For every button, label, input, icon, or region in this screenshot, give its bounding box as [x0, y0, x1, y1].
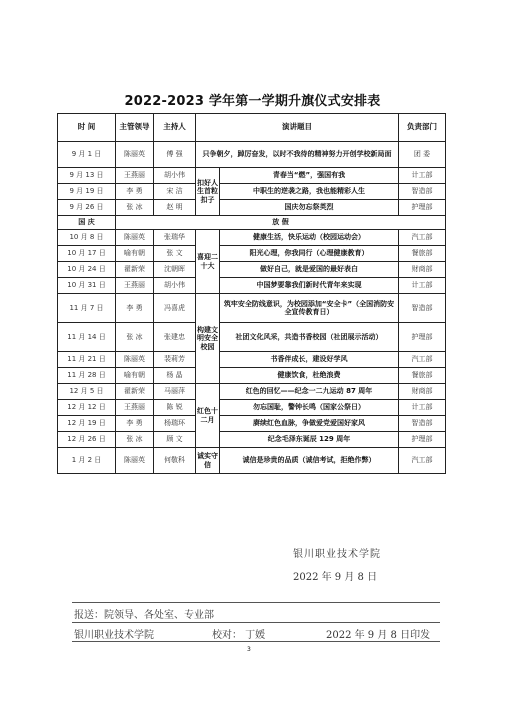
- date-cell: 9 月 19 日: [58, 184, 116, 200]
- table-row: [58, 448, 446, 474]
- topic-cell: 做好自己，就是爱国的最好表白: [220, 262, 399, 278]
- topic-cell: 筑牢安全防线意识，为校园添加“安全卡”（全国消防安全宣传教育日）: [220, 294, 399, 323]
- footer-rule-middle: [72, 622, 440, 623]
- host-cell: 冯喜虎: [154, 294, 196, 323]
- host-cell: 张 文: [154, 246, 196, 262]
- dept-cell: 计工部: [399, 400, 446, 416]
- page-number: 3: [247, 646, 251, 653]
- dept-cell: 智造部: [399, 416, 446, 432]
- topic-cell: 健康生活，快乐运动（校园运动会）: [220, 230, 399, 246]
- supervisor-cell: 张 冰: [116, 432, 154, 448]
- host-cell: 陈 锐: [154, 400, 196, 416]
- dept-cell: 财商部: [399, 384, 446, 400]
- table-row: [58, 384, 446, 400]
- supervisor-cell: 李 勇: [116, 416, 154, 432]
- date-cell: 11 月 7 日: [58, 294, 116, 323]
- dept-cell: 财商部: [399, 262, 446, 278]
- host-cell: 赵 明: [154, 200, 196, 216]
- date-cell: 9 月 13 日: [58, 168, 116, 184]
- table-row: [58, 416, 446, 432]
- table-row: [58, 230, 446, 246]
- date-cell: 11 月 14 日: [58, 323, 116, 352]
- host-cell: 杨瑞环: [154, 416, 196, 432]
- host-cell: 沈朝晖: [154, 262, 196, 278]
- supervisor-cell: 翟新荣: [116, 262, 154, 278]
- table-row: [58, 168, 446, 184]
- date-cell: 12 月 19 日: [58, 416, 116, 432]
- supervisor-cell: 张 冰: [116, 200, 154, 216]
- dept-cell: 计工部: [399, 278, 446, 294]
- footer-print-date: 2022 年 9 月 8 日印发: [326, 630, 431, 641]
- signature-school: 银川职业技术学院: [293, 549, 381, 560]
- header-topic: 演讲题目: [196, 114, 399, 142]
- date-cell: 10 月 24 日: [58, 262, 116, 278]
- footer-rule-bottom: [72, 641, 440, 642]
- dept-cell: 汽工部: [399, 352, 446, 368]
- dept-cell: 餐旅部: [399, 246, 446, 262]
- table-row: [58, 432, 446, 448]
- table-row: [58, 262, 446, 278]
- topic-cell: 社团文化风采，共造书香校园（社团展示活动）: [220, 323, 399, 352]
- theme-group-cell: 构建文明安全校园: [196, 294, 220, 384]
- host-cell: 杨 晶: [154, 368, 196, 384]
- topic-cell: 青春当“燃”，强国有我: [220, 168, 399, 184]
- topic-cell: 阳光心理，你我同行（心理健康教育）: [220, 246, 399, 262]
- theme-group-cell: 扣好人生首粒扣子: [196, 168, 220, 216]
- dept-cell: 餐旅部: [399, 368, 446, 384]
- table-row: [58, 400, 446, 416]
- theme-group-cell: 红色十二月: [196, 384, 220, 448]
- table-row: [58, 368, 446, 384]
- host-cell: 傅 强: [154, 142, 196, 168]
- table-row: [58, 142, 446, 168]
- dept-cell: 团 委: [399, 142, 446, 168]
- host-cell: 张建忠: [154, 323, 196, 352]
- host-cell: 胡小伟: [154, 278, 196, 294]
- header-supervisor: 主管领导: [116, 114, 154, 142]
- topic-cell: 赓续红色血脉，争做爱党爱国好家风: [220, 416, 399, 432]
- dept-cell: 汽工部: [399, 448, 446, 474]
- supervisor-cell: 陈丽英: [116, 142, 154, 168]
- holiday-text: 放 假: [116, 216, 446, 230]
- holiday-row: [58, 216, 446, 230]
- table-row: [58, 278, 446, 294]
- host-cell: 宋 洁: [154, 184, 196, 200]
- supervisor-cell: 陈丽英: [116, 448, 154, 474]
- supervisor-cell: 喻有朝: [116, 246, 154, 262]
- theme-group-cell: 诚实守信: [196, 448, 220, 474]
- table-row: [58, 323, 446, 352]
- topic-cell: 纪念毛泽东诞辰 129 周年: [220, 432, 399, 448]
- table-row: [58, 352, 446, 368]
- dept-cell: 汽工部: [399, 230, 446, 246]
- date-cell: 11 月 28 日: [58, 368, 116, 384]
- date-cell: 12 月 26 日: [58, 432, 116, 448]
- supervisor-cell: 王燕丽: [116, 278, 154, 294]
- flag-ceremony-schedule-table: [57, 113, 446, 474]
- table-row: [58, 246, 446, 262]
- date-cell: 12 月 12 日: [58, 400, 116, 416]
- dept-cell: 智造部: [399, 184, 446, 200]
- table-row: [58, 200, 446, 216]
- footer-org: 银川职业技术学院: [74, 630, 154, 641]
- theme-group-cell: 喜迎二十大: [196, 230, 220, 294]
- topic-cell: 中国梦要靠我们新时代青年来实现: [220, 278, 399, 294]
- table-row: [58, 294, 446, 323]
- topic-cell: 中职生的逆袭之路，我也能精彩人生: [220, 184, 399, 200]
- topic-cell: 国庆勿忘祭英烈: [220, 200, 399, 216]
- table-row: [58, 184, 446, 200]
- signature-date: 2022 年 9 月 8 日: [293, 572, 378, 583]
- topic-cell: 红色的回忆——纪念一二九运动 87 周年: [220, 384, 399, 400]
- supervisor-cell: 翟新荣: [116, 384, 154, 400]
- topic-cell: 书香伴成长，建设好学风: [220, 352, 399, 368]
- supervisor-cell: 陈丽英: [116, 230, 154, 246]
- date-cell: 10 月 17 日: [58, 246, 116, 262]
- host-cell: 裴莉芳: [154, 352, 196, 368]
- footer-report-to: 报送：院领导、各处室、专业部: [74, 610, 214, 621]
- date-cell: 10 月 8 日: [58, 230, 116, 246]
- footer-proofreader: 校对： 丁媛: [212, 630, 266, 641]
- table-header-row: [58, 114, 446, 142]
- topic-cell: 只争朝夕，踔厉奋发，以时不我待的精神努力开创学校新局面: [196, 142, 399, 168]
- dept-cell: 护理部: [399, 432, 446, 448]
- supervisor-cell: 喻有朝: [116, 368, 154, 384]
- supervisor-cell: 陈丽英: [116, 352, 154, 368]
- date-cell: 9 月 1 日: [58, 142, 116, 168]
- supervisor-cell: 张 冰: [116, 323, 154, 352]
- footer-rule-top: [72, 602, 440, 603]
- dept-cell: 护理部: [399, 200, 446, 216]
- date-cell: 10 月 31 日: [58, 278, 116, 294]
- host-cell: 马丽萍: [154, 384, 196, 400]
- header-host: 主持人: [154, 114, 196, 142]
- supervisor-cell: 李 勇: [116, 184, 154, 200]
- header-time: 时 间: [58, 114, 116, 142]
- date-cell: 9 月 26 日: [58, 200, 116, 216]
- dept-cell: 护理部: [399, 323, 446, 352]
- host-cell: 何敬科: [154, 448, 196, 474]
- dept-cell: 智造部: [399, 294, 446, 323]
- date-cell: 12 月 5 日: [58, 384, 116, 400]
- supervisor-cell: 王燕丽: [116, 168, 154, 184]
- topic-cell: 勿忘国耻，警钟长鸣（国家公祭日）: [220, 400, 399, 416]
- host-cell: 顾 文: [154, 432, 196, 448]
- holiday-label: 国 庆: [58, 216, 116, 230]
- host-cell: 张瑞华: [154, 230, 196, 246]
- supervisor-cell: 王燕丽: [116, 400, 154, 416]
- header-dept: 负责部门: [399, 114, 446, 142]
- dept-cell: 计工部: [399, 168, 446, 184]
- supervisor-cell: 李 勇: [116, 294, 154, 323]
- topic-cell: 诚信是珍贵的品质（诚信考试，拒绝作弊）: [220, 448, 399, 474]
- document-title: 2022-2023 学年第一学期升旗仪式安排表: [124, 94, 381, 109]
- date-cell: 1 月 2 日: [58, 448, 116, 474]
- host-cell: 胡小伟: [154, 168, 196, 184]
- date-cell: 11 月 21 日: [58, 352, 116, 368]
- topic-cell: 健康饮食，杜绝浪费: [220, 368, 399, 384]
